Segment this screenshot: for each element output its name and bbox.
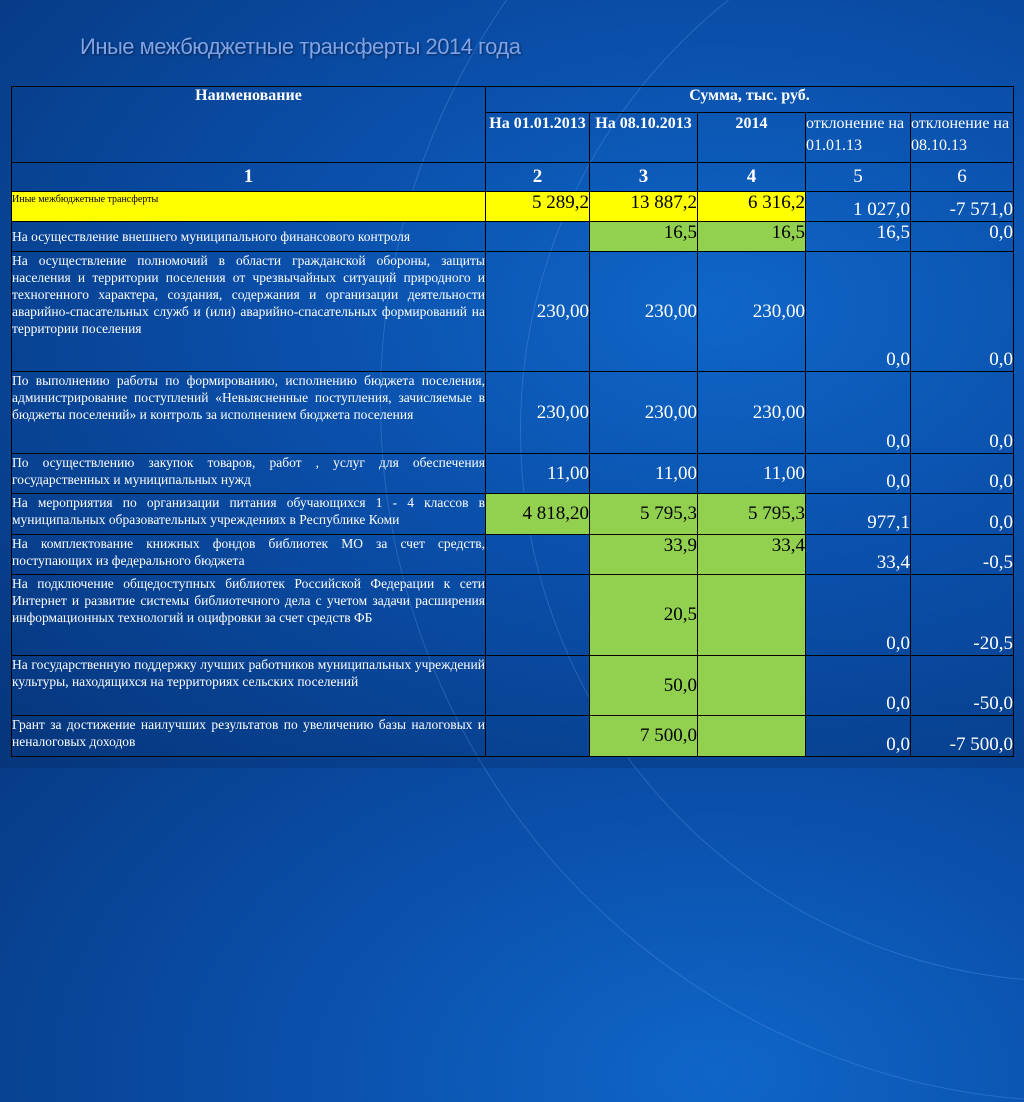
value-2013-10: 5 795,3 <box>590 494 698 535</box>
row-name: На подключение общедоступных библиотек Российской Федерации к сети Интернет и развитие системы библиотечного дела с учетом задачи расширения информационных технологий и оцифровки за счет средств ФБ <box>12 575 486 656</box>
value-2014: 6 316,2 <box>698 192 806 222</box>
table-row <box>12 454 1014 494</box>
column-number: 6 <box>911 163 1014 192</box>
deviation-01: 977,1 <box>806 494 911 535</box>
deviation-10: 0,0 <box>911 222 1014 252</box>
row-name: На осуществление внешнего муниципального финансового контроля <box>12 222 486 252</box>
value-2013-01: 4 818,20 <box>486 494 590 535</box>
value-2013-01: 11,00 <box>486 454 590 494</box>
header-name: Наименование <box>12 87 486 163</box>
value-2014: 16,5 <box>698 222 806 252</box>
column-number: 2 <box>486 163 590 192</box>
header-sub-2: На 08.10.2013 <box>590 113 698 163</box>
deviation-10: 0,0 <box>911 252 1014 372</box>
value-2013-10: 50,0 <box>590 656 698 716</box>
table-row <box>12 252 1014 372</box>
deviation-10: -7 500,0 <box>911 716 1014 757</box>
page-title: Иные межбюджетные трансферты 2014 года <box>80 34 521 59</box>
table-row <box>12 535 1014 575</box>
column-number: 4 <box>698 163 806 192</box>
value-2014 <box>698 656 806 716</box>
column-number: 1 <box>12 163 486 192</box>
value-2013-01 <box>486 575 590 656</box>
row-name: На государственную поддержку лучших работников муниципальных учреждений культуры, находящихся на территориях сельских поселений <box>12 656 486 716</box>
deviation-10: 0,0 <box>911 494 1014 535</box>
header-sub-3: 2014 <box>698 113 806 163</box>
deviation-10: -7 571,0 <box>911 192 1014 222</box>
table-row <box>12 372 1014 454</box>
value-2014: 11,00 <box>698 454 806 494</box>
column-number: 3 <box>590 163 698 192</box>
value-2014: 230,00 <box>698 372 806 454</box>
table-row <box>12 575 1014 656</box>
row-name: На комплектование книжных фондов библиотек МО за счет средств, поступающих из федерального бюджета <box>12 535 486 575</box>
deviation-10: -0,5 <box>911 535 1014 575</box>
deviation-10: 0,0 <box>911 372 1014 454</box>
value-2014: 5 795,3 <box>698 494 806 535</box>
row-name: Иные межбюджетные трансферты <box>12 192 486 222</box>
row-name: По осуществлению закупок товаров, работ , услуг для обеспечения государственных и муниципальных нужд <box>12 454 486 494</box>
table-row <box>12 222 1014 252</box>
deviation-10: -20,5 <box>911 575 1014 656</box>
value-2013-01: 230,00 <box>486 252 590 372</box>
deviation-01: 16,5 <box>806 222 911 252</box>
header-sub-1: На 01.01.2013 <box>486 113 590 163</box>
value-2014: 230,00 <box>698 252 806 372</box>
value-2013-10: 230,00 <box>590 372 698 454</box>
value-2013-10: 230,00 <box>590 252 698 372</box>
value-2013-01 <box>486 535 590 575</box>
value-2014 <box>698 716 806 757</box>
table-row <box>12 494 1014 535</box>
value-2013-10: 33,9 <box>590 535 698 575</box>
row-name: На осуществление полномочий в области гражданской обороны, защиты населения и территории поселения от чрезвычайных ситуаций природного и техногенного характера, создания, содержания и организации деятельности аварийно-спасательных служб и (или) аварийно-спасательных формирований на территории поселения <box>12 252 486 372</box>
transfers-table <box>11 86 1014 757</box>
table-row <box>12 716 1014 757</box>
column-number: 5 <box>806 163 911 192</box>
header-sub-4: отклонение на 01.01.13 <box>806 113 911 163</box>
deviation-10: -50,0 <box>911 656 1014 716</box>
deviation-01: 0,0 <box>806 656 911 716</box>
deviation-01: 0,0 <box>806 252 911 372</box>
deviation-01: 1 027,0 <box>806 192 911 222</box>
value-2013-01: 5 289,2 <box>486 192 590 222</box>
value-2013-10: 13 887,2 <box>590 192 698 222</box>
row-name: Грант за достижение наилучших результатов по увеличению базы налоговых и неналоговых доходов <box>12 716 486 757</box>
table-row <box>12 192 1014 222</box>
deviation-01: 33,4 <box>806 535 911 575</box>
deviation-01: 0,0 <box>806 372 911 454</box>
value-2013-10: 11,00 <box>590 454 698 494</box>
value-2013-10: 20,5 <box>590 575 698 656</box>
table-row <box>12 656 1014 716</box>
value-2013-01 <box>486 656 590 716</box>
value-2013-10: 16,5 <box>590 222 698 252</box>
value-2014: 33,4 <box>698 535 806 575</box>
deviation-10: 0,0 <box>911 454 1014 494</box>
deviation-01: 0,0 <box>806 575 911 656</box>
row-name: По выполнению работы по формированию, исполнению бюджета поселения, администрирование поступлений «Невыясненные поступления, зачисляемые в бюджеты поселений» и контроль за исполнением бюджета поселения <box>12 372 486 454</box>
deviation-01: 0,0 <box>806 716 911 757</box>
deviation-01: 0,0 <box>806 454 911 494</box>
value-2013-01 <box>486 716 590 757</box>
value-2013-10: 7 500,0 <box>590 716 698 757</box>
row-name: На мероприятия по организации питания обучающихся 1 - 4 классов в муниципальных образовательных учреждениях в Республике Коми <box>12 494 486 535</box>
header-sum: Сумма, тыс. руб. <box>486 87 1014 113</box>
header-sub-5: отклонение на 08.10.13 <box>911 113 1014 163</box>
value-2014 <box>698 575 806 656</box>
value-2013-01: 230,00 <box>486 372 590 454</box>
value-2013-01 <box>486 222 590 252</box>
